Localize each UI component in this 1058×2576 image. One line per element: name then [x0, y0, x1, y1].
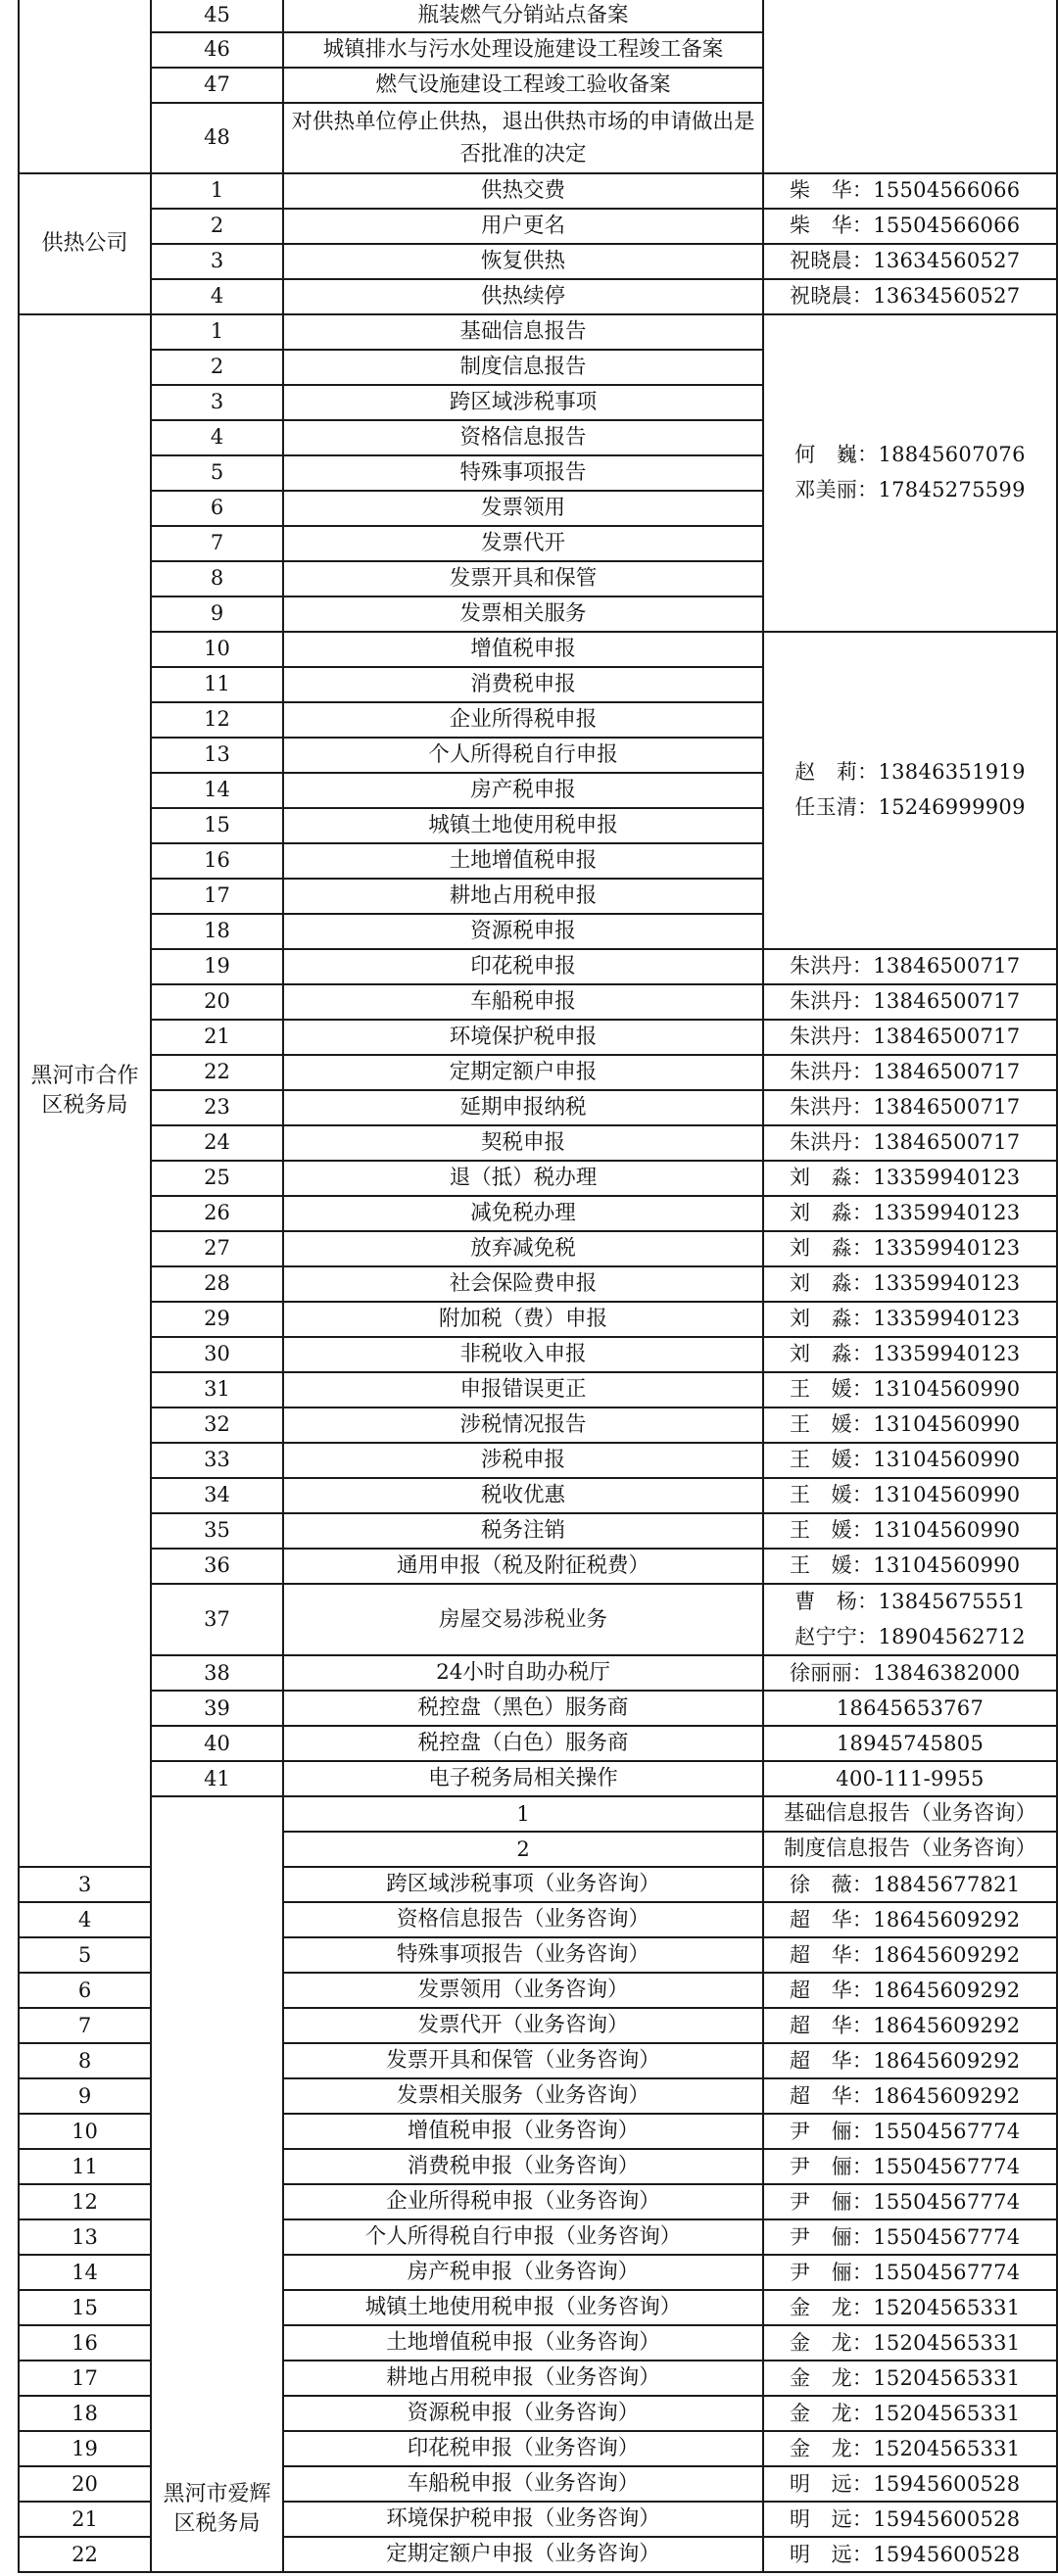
contact-phone: 金 龙：15204565331 [763, 2361, 1057, 2396]
service-name: 房屋交易涉税业务 [283, 1584, 763, 1655]
table-row [19, 1302, 1057, 1337]
table-row [19, 1161, 1057, 1196]
row-number: 1 [151, 314, 283, 350]
service-name: 税收优惠 [283, 1478, 763, 1513]
row-number: 34 [151, 1478, 283, 1513]
service-name: 恢复供热 [283, 244, 763, 279]
row-number: 13 [19, 2219, 151, 2255]
contact-group-cell [763, 314, 1057, 632]
service-name: 资源税申报（业务咨询） [283, 2396, 763, 2431]
contact-phone: 明 远：15945600528 [763, 2466, 1057, 2502]
row-number: 29 [151, 1302, 283, 1337]
row-number: 11 [19, 2149, 151, 2184]
row-number: 45 [151, 0, 283, 32]
contact-phone: 金 龙：15204565331 [763, 2431, 1057, 2466]
service-name: 特殊事项报告（业务咨询） [283, 1937, 763, 1973]
table-row [19, 1478, 1057, 1513]
row-number: 18 [151, 914, 283, 949]
row-number: 3 [19, 1867, 151, 1902]
row-number: 6 [19, 1973, 151, 2008]
row-number: 4 [19, 1902, 151, 1937]
contact-phone: 柴 华：15504566066 [763, 209, 1057, 244]
service-name: 附加税（费）申报 [283, 1302, 763, 1337]
table-row [19, 279, 1057, 314]
table-row [19, 173, 1057, 209]
service-name: 涉税情况报告 [283, 1407, 763, 1443]
service-name: 城镇排水与污水处理设施建设工程竣工备案 [283, 32, 763, 68]
row-number: 47 [151, 68, 283, 103]
row-number: 15 [19, 2290, 151, 2325]
table-row [19, 949, 1057, 984]
service-name: 发票领用 [283, 491, 763, 526]
service-name: 企业所得税申报（业务咨询） [283, 2184, 763, 2219]
contact-phone: 尹 俪：15504567774 [763, 2184, 1057, 2219]
table-row [19, 1761, 1057, 1796]
contact-phone: 金 龙：15204565331 [763, 2290, 1057, 2325]
table-row [19, 1549, 1057, 1584]
contact-phone: 赵宁宁：18904562712 [794, 1624, 1026, 1648]
row-number: 24 [151, 1125, 283, 1161]
row-number: 9 [19, 2078, 151, 2114]
table-row [19, 1337, 1057, 1372]
row-number: 18 [19, 2396, 151, 2431]
row-number: 12 [19, 2184, 151, 2219]
department-name: 黑河市爱辉区税务局 [151, 1796, 283, 2572]
contact-phone: 400-111-9955 [763, 1761, 1057, 1796]
row-number: 1 [151, 173, 283, 209]
service-contact-table [18, 0, 1058, 2573]
department-name: 供热公司 [19, 173, 151, 314]
contact-phone: 18945745805 [763, 1726, 1057, 1761]
row-number: 3 [151, 244, 283, 279]
contact-phone: 超 华：18645609292 [763, 2043, 1057, 2078]
table-row [19, 1372, 1057, 1407]
table-row [19, 1266, 1057, 1302]
contact-phone: 王 媛：13104560990 [763, 1407, 1057, 1443]
row-number: 30 [151, 1337, 283, 1372]
contact-phone: 金 龙：15204565331 [763, 2325, 1057, 2361]
service-name: 对供热单位停止供热，退出供热市场的申请做出是否批准的决定 [283, 103, 763, 173]
contact-phone: 尹 俪：15504567774 [763, 2149, 1057, 2184]
row-number: 14 [151, 773, 283, 808]
service-name: 土地增值税申报（业务咨询） [283, 2325, 763, 2361]
table-row [19, 1796, 1057, 1832]
contact-phone: 朱洪丹：13846500717 [763, 984, 1057, 1020]
row-number: 10 [19, 2114, 151, 2149]
row-number: 23 [151, 1090, 283, 1125]
service-name: 供热续停 [283, 279, 763, 314]
contact-phone: 王 媛：13104560990 [763, 1513, 1057, 1549]
contact-phone: 刘 淼：13359940123 [763, 1231, 1057, 1266]
contact-phone: 超 华：18645609292 [763, 1902, 1057, 1937]
contact-phone: 王 媛：13104560990 [763, 1443, 1057, 1478]
contact-phone: 朱洪丹：13846500717 [763, 1090, 1057, 1125]
contact-phone: 王 媛：13104560990 [763, 1549, 1057, 1584]
contact-phone: 王 媛：13104560990 [763, 1372, 1057, 1407]
contact-phone: 超 华：18645609292 [763, 1937, 1057, 1973]
service-name: 发票开具和保管（业务咨询） [283, 2043, 763, 2078]
table-row [19, 1125, 1057, 1161]
contact-group-cell [763, 632, 1057, 949]
contact-phone: 尹 俪：15504567774 [763, 2114, 1057, 2149]
service-name: 涉税申报 [283, 1443, 763, 1478]
service-name: 资格信息报告（业务咨询） [283, 1902, 763, 1937]
row-number: 22 [19, 2537, 151, 2572]
row-number: 2 [283, 1832, 763, 1867]
service-name: 消费税申报 [283, 667, 763, 702]
row-number: 1 [283, 1796, 763, 1832]
contact-phone: 18645653767 [763, 1691, 1057, 1726]
row-number: 8 [19, 2043, 151, 2078]
service-name: 增值税申报 [283, 632, 763, 667]
table-row [19, 1443, 1057, 1478]
row-number: 4 [151, 279, 283, 314]
service-name: 通用申报（税及附征税费） [283, 1549, 763, 1584]
row-number: 14 [19, 2255, 151, 2290]
row-number: 20 [19, 2466, 151, 2502]
service-name: 定期定额户申报 [283, 1055, 763, 1090]
service-name: 发票代开 [283, 526, 763, 561]
row-number: 37 [151, 1584, 283, 1655]
table-row [19, 632, 1057, 667]
table-row [19, 314, 1057, 350]
contact-phone: 王 媛：13104560990 [763, 1478, 1057, 1513]
contact-phone: 朱洪丹：13846500717 [763, 949, 1057, 984]
service-name: 印花税申报（业务咨询） [283, 2431, 763, 2466]
row-number: 5 [151, 455, 283, 491]
service-name: 房产税申报（业务咨询） [283, 2255, 763, 2290]
service-name: 基础信息报告（业务咨询） [763, 1796, 1057, 1832]
contact-phone: 尹 俪：15504567774 [763, 2219, 1057, 2255]
service-name: 发票开具和保管 [283, 561, 763, 596]
row-number: 36 [151, 1549, 283, 1584]
row-number: 25 [151, 1161, 283, 1196]
service-name: 非税收入申报 [283, 1337, 763, 1372]
row-number: 26 [151, 1196, 283, 1231]
row-number: 27 [151, 1231, 283, 1266]
row-number: 48 [151, 103, 283, 173]
contact-cell [763, 0, 1057, 173]
row-number: 5 [19, 1937, 151, 1973]
contact-phone: 徐 薇：18845677821 [763, 1867, 1057, 1902]
table-row [19, 1020, 1057, 1055]
table-row [19, 1231, 1057, 1266]
row-number: 33 [151, 1443, 283, 1478]
service-name: 房产税申报 [283, 773, 763, 808]
table-row [19, 244, 1057, 279]
department-name: 黑河市合作区税务局 [19, 314, 151, 1867]
row-number: 22 [151, 1055, 283, 1090]
service-name: 电子税务局相关操作 [283, 1761, 763, 1796]
row-number: 7 [151, 526, 283, 561]
service-name: 减免税办理 [283, 1196, 763, 1231]
row-number: 41 [151, 1761, 283, 1796]
contact-phone: 刘 淼：13359940123 [763, 1266, 1057, 1302]
service-name: 耕地占用税申报（业务咨询） [283, 2361, 763, 2396]
service-name: 契税申报 [283, 1125, 763, 1161]
service-name: 发票相关服务（业务咨询） [283, 2078, 763, 2114]
row-number: 9 [151, 596, 283, 632]
row-number: 46 [151, 32, 283, 68]
service-name: 税务注销 [283, 1513, 763, 1549]
service-name: 个人所得税自行申报（业务咨询） [283, 2219, 763, 2255]
table-row [19, 1584, 1057, 1655]
contact-phone: 超 华：18645609292 [763, 1973, 1057, 2008]
contact-phone: 超 华：18645609292 [763, 2008, 1057, 2043]
table-row [19, 1691, 1057, 1726]
service-name: 资源税申报 [283, 914, 763, 949]
row-number: 16 [151, 843, 283, 879]
service-name: 基础信息报告 [283, 314, 763, 350]
service-name: 税控盘（白色）服务商 [283, 1726, 763, 1761]
service-name: 瓶装燃气分销站点备案 [283, 0, 763, 32]
row-number: 4 [151, 420, 283, 455]
service-name: 定期定额户申报（业务咨询） [283, 2537, 763, 2572]
table-row [19, 1513, 1057, 1549]
row-number: 17 [19, 2361, 151, 2396]
row-number: 40 [151, 1726, 283, 1761]
row-number: 32 [151, 1407, 283, 1443]
row-number: 11 [151, 667, 283, 702]
contact-phone: 任玉清：15246999909 [794, 795, 1026, 819]
row-number: 2 [151, 209, 283, 244]
service-name: 申报错误更正 [283, 1372, 763, 1407]
service-name: 制度信息报告 [283, 350, 763, 385]
contact-phone: 金 龙：15204565331 [763, 2396, 1057, 2431]
row-number: 15 [151, 808, 283, 843]
service-name: 税控盘（黑色）服务商 [283, 1691, 763, 1726]
row-number: 31 [151, 1372, 283, 1407]
contact-phone: 赵 莉：13846351919 [794, 760, 1026, 785]
service-name: 制度信息报告（业务咨询） [763, 1832, 1057, 1867]
service-name: 车船税申报 [283, 984, 763, 1020]
row-number: 13 [151, 738, 283, 773]
service-name: 增值税申报（业务咨询） [283, 2114, 763, 2149]
table-row [19, 1055, 1057, 1090]
contact-phone: 祝晓晨：13634560527 [763, 244, 1057, 279]
row-number: 38 [151, 1655, 283, 1691]
service-name: 特殊事项报告 [283, 455, 763, 491]
service-name: 耕地占用税申报 [283, 879, 763, 914]
row-number: 35 [151, 1513, 283, 1549]
contact-phone: 祝晓晨：13634560527 [763, 279, 1057, 314]
service-name: 资格信息报告 [283, 420, 763, 455]
row-number: 6 [151, 491, 283, 526]
service-name: 个人所得税自行申报 [283, 738, 763, 773]
contact-phone: 曹 杨：13845675551 [794, 1590, 1026, 1613]
service-name: 发票相关服务 [283, 596, 763, 632]
service-name: 发票领用（业务咨询） [283, 1973, 763, 2008]
contact-phone: 朱洪丹：13846500717 [763, 1020, 1057, 1055]
service-name: 土地增值税申报 [283, 843, 763, 879]
service-name: 燃气设施建设工程竣工验收备案 [283, 68, 763, 103]
contact-phone: 明 远：15945600528 [763, 2537, 1057, 2572]
contact-phone: 尹 俪：15504567774 [763, 2255, 1057, 2290]
service-name: 环境保护税申报 [283, 1020, 763, 1055]
row-number: 28 [151, 1266, 283, 1302]
contact-phone: 超 华：18645609292 [763, 2078, 1057, 2114]
row-number: 17 [151, 879, 283, 914]
contact-phone: 朱洪丹：13846500717 [763, 1055, 1057, 1090]
service-name: 24小时自助办税厅 [283, 1655, 763, 1691]
row-number: 21 [19, 2502, 151, 2537]
service-name: 印花税申报 [283, 949, 763, 984]
table-row [19, 209, 1057, 244]
row-number: 19 [151, 949, 283, 984]
department-cell [19, 0, 151, 173]
contact-phone: 刘 淼：13359940123 [763, 1161, 1057, 1196]
row-number: 39 [151, 1691, 283, 1726]
service-name: 社会保险费申报 [283, 1266, 763, 1302]
service-name: 城镇土地使用税申报 [283, 808, 763, 843]
contact-phone: 何 巍：18845607076 [794, 443, 1026, 467]
contact-phone: 刘 淼：13359940123 [763, 1337, 1057, 1372]
table-row [19, 1726, 1057, 1761]
row-number: 2 [151, 350, 283, 385]
row-number: 19 [19, 2431, 151, 2466]
contact-phone: 柴 华：15504566066 [763, 173, 1057, 209]
table-row [19, 1196, 1057, 1231]
row-number: 7 [19, 2008, 151, 2043]
table-row [19, 1407, 1057, 1443]
contact-phone: 刘 淼：13359940123 [763, 1196, 1057, 1231]
row-number: 3 [151, 385, 283, 420]
contact-phone: 朱洪丹：13846500717 [763, 1125, 1057, 1161]
service-name: 延期申报纳税 [283, 1090, 763, 1125]
row-number: 16 [19, 2325, 151, 2361]
row-number: 20 [151, 984, 283, 1020]
contact-phone: 邓美丽：17845275599 [794, 478, 1026, 501]
service-name: 发票代开（业务咨询） [283, 2008, 763, 2043]
row-number: 10 [151, 632, 283, 667]
contact-phone: 明 远：15945600528 [763, 2502, 1057, 2537]
service-name: 用户更名 [283, 209, 763, 244]
service-name: 消费税申报（业务咨询） [283, 2149, 763, 2184]
service-name: 放弃减免税 [283, 1231, 763, 1266]
service-name: 城镇土地使用税申报（业务咨询） [283, 2290, 763, 2325]
service-name: 车船税申报（业务咨询） [283, 2466, 763, 2502]
service-name: 跨区域涉税事项 [283, 385, 763, 420]
service-name: 供热交费 [283, 173, 763, 209]
table-row [19, 984, 1057, 1020]
contact-group-cell [763, 1584, 1057, 1655]
contact-phone: 刘 淼：13359940123 [763, 1302, 1057, 1337]
service-name: 退（抵）税办理 [283, 1161, 763, 1196]
service-name: 跨区域涉税事项（业务咨询） [283, 1867, 763, 1902]
row-number: 12 [151, 702, 283, 738]
table-row [19, 1655, 1057, 1691]
row-number: 21 [151, 1020, 283, 1055]
service-name: 企业所得税申报 [283, 702, 763, 738]
table-row [19, 1090, 1057, 1125]
row-number: 8 [151, 561, 283, 596]
service-name: 环境保护税申报（业务咨询） [283, 2502, 763, 2537]
contact-phone: 徐丽丽：13846382000 [763, 1655, 1057, 1691]
table-row [19, 0, 1057, 32]
